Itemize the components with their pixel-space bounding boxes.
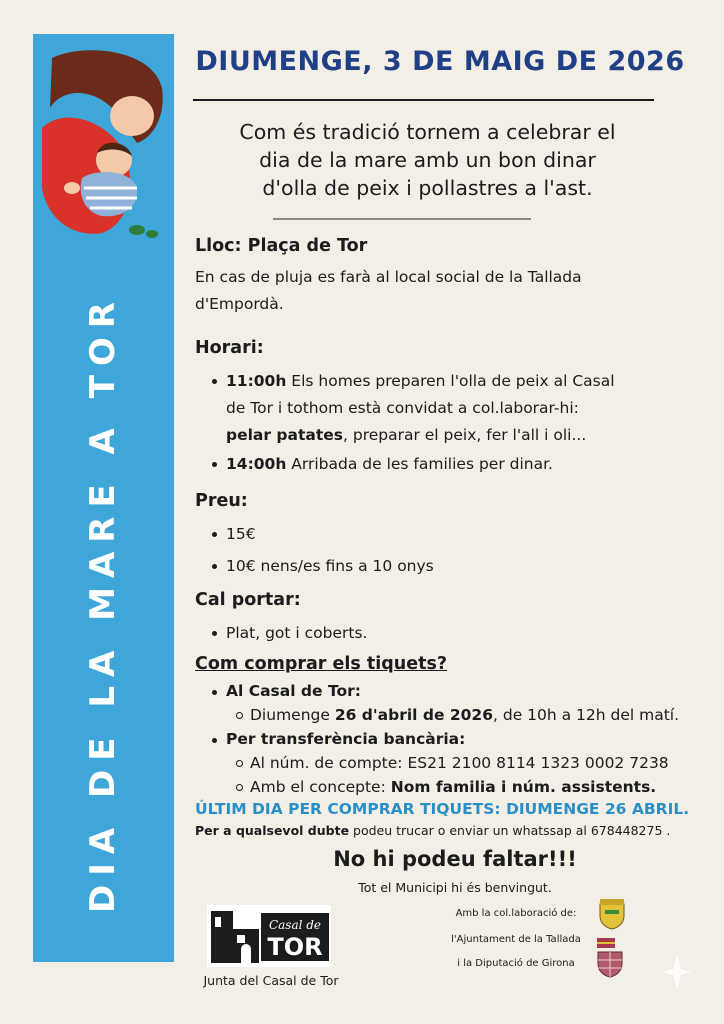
bring-list bbox=[210, 620, 367, 646]
schedule-time: 11:00h bbox=[226, 372, 287, 390]
ticket-detail bbox=[234, 703, 698, 727]
divider-top bbox=[193, 99, 654, 101]
collab-line: l'Ajuntament de la Tallada bbox=[451, 934, 581, 945]
schedule-list bbox=[210, 368, 680, 477]
ticket-date: 26 d'abril de 2026 bbox=[334, 706, 493, 724]
bring-item: Plat, got i coberts. bbox=[210, 620, 367, 646]
small-crest-icon bbox=[597, 938, 615, 948]
schedule-text: Els homes preparen l'olla de peix al Casal bbox=[286, 372, 615, 390]
ticket-sublist bbox=[234, 751, 698, 799]
price-heading: Preu: bbox=[195, 491, 248, 511]
location-line: d'Empordà. bbox=[195, 295, 284, 313]
location-text bbox=[195, 264, 582, 318]
sparkle-icon bbox=[663, 955, 691, 989]
ajuntament-crest-icon bbox=[597, 896, 627, 930]
vertical-event-title: DIA DE LA MARE A TOR bbox=[83, 293, 123, 913]
schedule-text: de Tor i tothom està convidat a col.laborar-hi: bbox=[226, 399, 579, 417]
contact-bold: Per a qualsevol dubte bbox=[195, 823, 350, 838]
ticket-detail-text: Diumenge bbox=[250, 706, 335, 724]
collab-line: Amb la col.laboració de: bbox=[455, 908, 577, 919]
intro-line: d'olla de peix i pollastres a l'ast. bbox=[262, 176, 593, 200]
ticket-sublist bbox=[234, 703, 698, 727]
tickets-list bbox=[210, 679, 690, 799]
welcome-text: Tot el Municipi hi és benvingut. bbox=[358, 880, 552, 895]
schedule-text: Arribada de les families per dinar. bbox=[286, 455, 553, 473]
schedule-highlight: pelar patates bbox=[226, 426, 343, 444]
location-heading: Lloc: Plaça de Tor bbox=[195, 236, 368, 256]
contact-line bbox=[195, 823, 670, 838]
price-list bbox=[210, 521, 434, 579]
event-date-title: DIUMENGE, 3 DE MAIG DE 2026 bbox=[195, 46, 685, 77]
mother-child-illustration bbox=[42, 48, 166, 240]
price-item: 10€ nens/es fins a 10 onys bbox=[210, 553, 434, 579]
schedule-heading: Horari: bbox=[195, 338, 264, 358]
price-item: 15€ bbox=[210, 521, 434, 547]
collab-line: i la Diputació de Girona bbox=[457, 958, 575, 969]
ticket-method bbox=[210, 679, 690, 727]
ticket-detail-text: Amb el concepte: bbox=[250, 778, 391, 796]
organizer-name: Junta del Casal de Tor bbox=[203, 973, 339, 988]
ticket-detail bbox=[234, 775, 698, 799]
ticket-method bbox=[210, 727, 690, 799]
ticket-method-label: Per transferència bancària: bbox=[226, 730, 466, 748]
closing-headline: No hi podeu faltar!!! bbox=[333, 847, 577, 871]
contact-text: podeu trucar o enviar un whatssap al 678448275 . bbox=[349, 823, 671, 838]
divider-middle bbox=[273, 218, 531, 220]
tickets-heading: Com comprar els tiquets? bbox=[195, 654, 448, 674]
intro-line: Com és tradició tornem a celebrar el bbox=[239, 120, 616, 144]
ticket-detail-text: , de 10h a 12h del matí. bbox=[493, 706, 680, 724]
casal-de-tor-logo bbox=[207, 905, 331, 967]
ticket-method-label: Al Casal de Tor: bbox=[226, 682, 361, 700]
schedule-text: , preparar el peix, fer l'all i oli... bbox=[343, 426, 587, 444]
ticket-detail: Al núm. de compte: ES21 2100 8114 1323 0002 7238 bbox=[234, 751, 698, 775]
diputacio-crest-icon bbox=[597, 950, 623, 978]
schedule-item bbox=[210, 368, 680, 449]
intro-line: dia de la mare amb un bon dinar bbox=[259, 148, 596, 172]
schedule-time: 14:00h bbox=[226, 455, 287, 473]
ticket-concept: Nom familia i núm. assistents. bbox=[390, 778, 657, 796]
logo-text-top: Casal de bbox=[268, 918, 322, 932]
logo-text-main: TOR bbox=[267, 933, 323, 961]
location-line: En cas de pluja es farà al local social de la Tallada bbox=[195, 268, 582, 286]
bring-heading: Cal portar: bbox=[195, 590, 301, 610]
schedule-item bbox=[210, 451, 680, 477]
deadline-notice: ÚLTIM DIA PER COMPRAR TIQUETS: DIUMENGE 26 ABRIL. bbox=[195, 800, 690, 818]
intro-text bbox=[200, 118, 655, 202]
